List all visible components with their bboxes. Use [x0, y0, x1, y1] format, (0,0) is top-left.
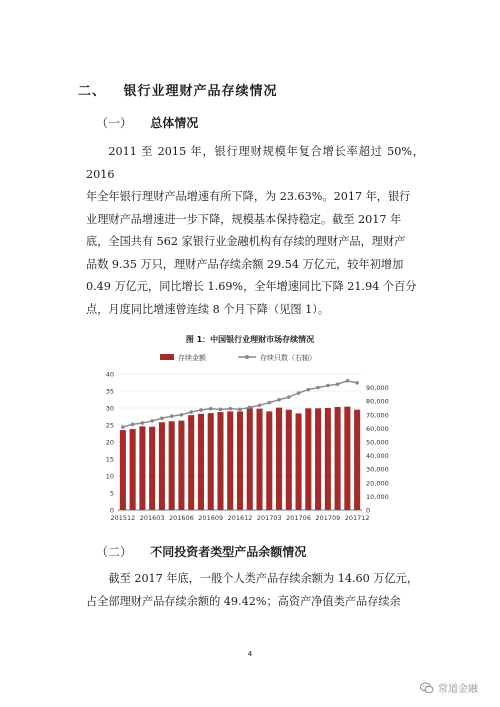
line-point	[297, 391, 301, 395]
line-point	[219, 408, 223, 412]
subsection-title-1: 总体情况	[150, 116, 199, 130]
y-left-tick-label: 30	[105, 404, 114, 413]
x-tick-label: 201609	[198, 514, 224, 522]
bar-mark	[237, 411, 243, 510]
line-point	[228, 407, 232, 411]
bar-mark	[198, 414, 204, 510]
y-right-tick-label: 40,000	[366, 452, 389, 461]
paragraph-overview	[86, 141, 424, 321]
line-point	[238, 408, 242, 412]
line-point	[199, 408, 203, 412]
legend-marker-line	[245, 355, 249, 359]
line-point	[336, 382, 340, 386]
line-point	[180, 413, 184, 417]
bar-mark	[217, 412, 223, 510]
line-point	[248, 406, 252, 410]
bar-mark	[286, 410, 292, 510]
line-point	[346, 379, 350, 383]
y-left-tick-label: 10	[105, 472, 114, 481]
line-point	[267, 401, 271, 405]
line-point	[170, 414, 174, 418]
line-point	[189, 410, 193, 414]
bar-mark	[247, 407, 253, 510]
y-left-tick-label: 15	[105, 455, 114, 464]
bar-mark	[305, 408, 311, 510]
wechat-icon	[420, 682, 434, 694]
bar-mark	[325, 408, 331, 510]
y-right-tick-label: 60,000	[366, 424, 389, 433]
x-tick-label: 201612	[227, 514, 253, 522]
paragraph-investor-types	[86, 568, 424, 613]
line-point	[131, 423, 135, 427]
line-point	[121, 425, 125, 429]
x-tick-label: 201606	[169, 514, 194, 522]
subsection-number-1: （一）	[96, 116, 133, 130]
line-point	[316, 386, 320, 390]
x-tick-label: 201706	[286, 514, 311, 522]
x-tick-label: 201709	[315, 514, 341, 522]
text-line: 2011 至 2015 年，银行理财规模年复合增长率超过 50%，2016	[86, 145, 424, 181]
figure-chart	[90, 350, 410, 528]
y-left-tick-label: 20	[105, 438, 114, 447]
line-point	[258, 403, 262, 407]
line-point	[287, 395, 291, 399]
bar-mark	[139, 426, 145, 510]
y-left-tick-label: 25	[105, 421, 114, 430]
text-line: 0.49 万亿元，同比增长 1.69%，全年增速同比下降 21.94 个百分	[86, 280, 417, 293]
y-left-tick-label: 40	[105, 370, 114, 379]
bar-mark	[130, 429, 136, 510]
bar-mark	[354, 410, 360, 510]
text-line: 品数 9.35 万只，理财产品存续余额 29.54 万亿元，较年初增加	[86, 257, 404, 271]
subsection-title-2: 不同投资者类型产品余额情况	[150, 545, 307, 559]
y-right-tick-label: 90,000	[366, 384, 389, 393]
bar-mark	[344, 407, 350, 510]
x-tick-label: 201712	[344, 514, 370, 522]
y-left-tick-label: 5	[109, 489, 114, 498]
legend-label-line: 存续只数（右轴）	[260, 354, 316, 362]
line-point	[160, 416, 164, 420]
bar-mark	[178, 421, 184, 510]
y-right-tick-label: 30,000	[366, 465, 389, 474]
bar-mark	[208, 413, 214, 510]
text-line: 截至 2017 年底，一般个人类产品存续余额为 14.60 万亿元，	[108, 572, 419, 585]
y-right-tick-label: 20,000	[366, 479, 389, 488]
watermark	[420, 680, 478, 695]
text-line: 占全部理财产品存续余额的 49.42%；高资产净值类产品存续余	[86, 594, 401, 608]
line-point	[150, 419, 154, 423]
line-point	[307, 388, 311, 392]
bar-mark	[315, 408, 321, 510]
text-line: 点，月度同比增速曾连续 8 个月下降（见图 1）。	[86, 302, 330, 316]
figure-caption: 图 1：中国银行业理财市场存续情况	[185, 335, 315, 344]
bar-mark	[227, 411, 233, 510]
y-left-tick-label: 35	[105, 387, 114, 396]
x-tick-label: 201703	[256, 514, 282, 522]
bar-mark	[149, 427, 155, 510]
subsection-heading-2	[96, 543, 306, 560]
bar-mark	[169, 421, 175, 510]
line-point	[277, 398, 281, 402]
x-tick-label: 201603	[139, 514, 165, 522]
text-line: 业理财产品增速进一步下降，规模基本保持稳定。截至 2017 年	[86, 212, 402, 226]
y-right-tick-label: 0	[366, 506, 371, 515]
line-point	[355, 381, 359, 385]
section-number: 二、	[78, 84, 107, 99]
y-right-tick-label: 70,000	[366, 411, 389, 420]
line-point	[326, 384, 330, 388]
legend-swatch-bar	[160, 354, 174, 360]
line-point	[209, 407, 213, 411]
legend-label-bar: 存续金额	[178, 354, 206, 362]
y-left-tick-label: 0	[109, 506, 114, 515]
bar-mark	[276, 408, 282, 510]
watermark-text: 常道金融	[438, 684, 478, 695]
bar-mark	[296, 413, 302, 510]
bar-mark	[159, 422, 165, 510]
section-heading	[78, 80, 278, 99]
x-tick-label: 201512	[110, 514, 136, 522]
bar-mark	[256, 409, 262, 510]
text-line: 底，全国共有 562 家银行业金融机构有存续的理财产品，理财产	[86, 235, 406, 248]
bar-mark	[335, 407, 341, 510]
chart-svg	[90, 350, 410, 528]
y-right-tick-label: 80,000	[366, 397, 389, 406]
page-number: 4	[247, 650, 253, 658]
y-right-tick-label: 10,000	[366, 492, 389, 501]
bar-mark	[266, 411, 272, 510]
y-right-tick-label: 50,000	[366, 438, 389, 447]
subsection-number-2: （二）	[96, 545, 133, 559]
bar-mark	[188, 415, 194, 510]
line-point	[141, 421, 145, 425]
text-line: 年全年银行理财产品增速有所下降，为 23.63%。2017 年，银行	[86, 190, 411, 203]
bar-mark	[120, 430, 126, 510]
subsection-heading-1	[96, 114, 198, 131]
section-title: 银行业理财产品存续情况	[123, 84, 278, 99]
